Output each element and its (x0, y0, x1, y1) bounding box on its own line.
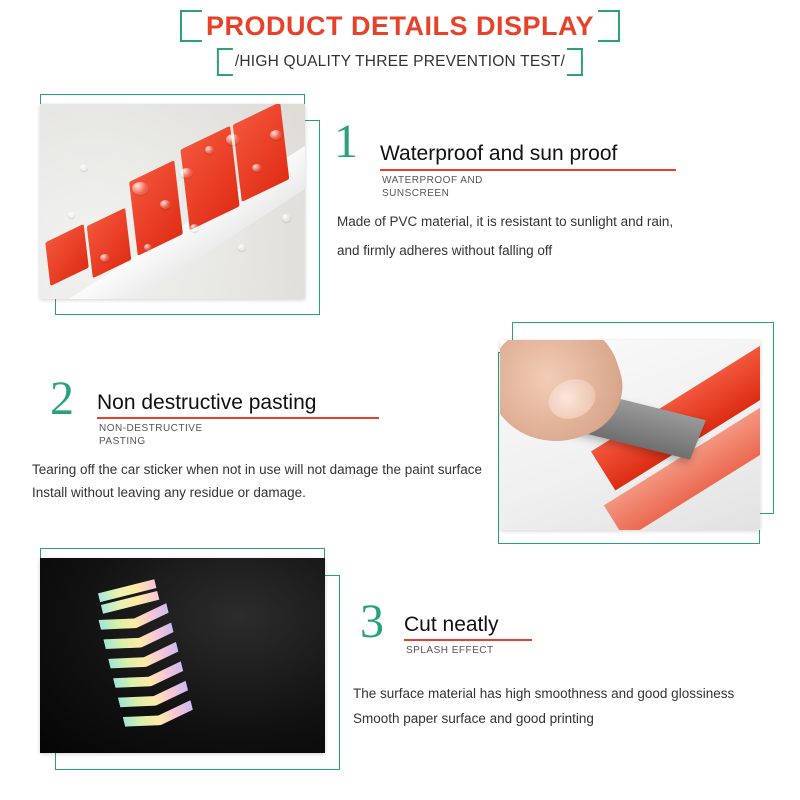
corner-bracket-icon (567, 61, 583, 76)
section-2-body-line-2: Install without leaving any residue or damage. (32, 485, 306, 500)
section-2-heading: Non destructive pasting (97, 391, 317, 414)
section-3-heading: Cut neatly (404, 613, 499, 636)
section-2-body-line-1: Tearing off the car sticker when not in use will not damage the paint surface (32, 462, 483, 477)
section-3-number: 3 (360, 595, 384, 648)
section-3-photo (40, 558, 325, 753)
corner-bracket-icon (217, 61, 233, 76)
section-1-body-line-1: Made of PVC material, it is resistant to sunlight and rain, (337, 214, 674, 229)
section-2-subheading-line-2: PASTING (99, 436, 146, 447)
section-2-subheading-line-1: NON-DESTRUCTIVE (99, 423, 203, 434)
section-1-body-line-2: and firmly adheres without falling off (337, 243, 553, 258)
section-3-body-line-2: Smooth paper surface and good printing (353, 711, 594, 726)
section-3-heading-underline (404, 639, 532, 641)
section-3-body-line-1: The surface material has high smoothness and good glossiness (353, 686, 735, 701)
section-1-subheading-line-2: SUNSCREEN (382, 188, 450, 199)
section-2-number: 2 (50, 372, 74, 425)
page-header (0, 0, 800, 92)
page-title: PRODUCT DETAILS DISPLAY (205, 11, 595, 41)
page-subtitle-frame (217, 50, 583, 74)
section-1-subheading-line-1: WATERPROOF AND (382, 175, 483, 186)
section-1-photo (40, 104, 305, 299)
section-1-heading-underline (380, 169, 676, 171)
section-1-number: 1 (334, 115, 358, 168)
corner-bracket-icon (598, 22, 620, 42)
page-subtitle: /HIGH QUALITY THREE PREVENTION TEST/ (234, 53, 566, 70)
section-1-heading: Waterproof and sun proof (380, 142, 618, 165)
section-2-heading-underline (97, 417, 379, 419)
corner-bracket-icon (180, 22, 202, 42)
section-3-subheading-line-1: SPLASH EFFECT (406, 645, 494, 656)
page-title-frame (180, 10, 620, 42)
section-2-photo (500, 340, 760, 530)
